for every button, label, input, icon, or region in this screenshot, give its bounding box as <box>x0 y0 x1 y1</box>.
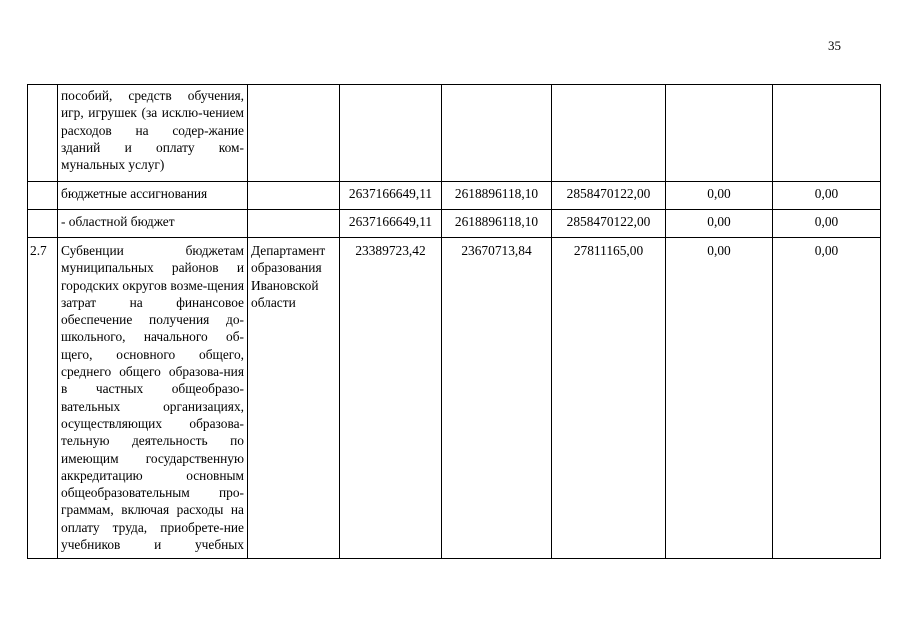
value-cell <box>442 85 552 182</box>
budget-table <box>27 84 881 559</box>
value-cell: 0,00 <box>666 210 773 238</box>
table-row <box>28 238 881 559</box>
value-cell: 2637166649,11 <box>340 210 442 238</box>
value-cell: 23389723,42 <box>340 238 442 559</box>
row-executor: Департамент образования Ивановской области <box>248 238 340 559</box>
value-cell: 0,00 <box>773 182 881 210</box>
row-description: Субвенции бюджетам муниципальных районов и городских округов возме-щения затрат на финансовое обеспечение получения до-школьного, начального об-щего, основного общего, среднего общего образова-ния в частных общеобразо-вательных организациях, осуществляющих образова-тельную деятельность по имеющим государственную аккредитацию основным общеобразовательным про-граммам, включая расходы на оплату труда, приобрете-ние учебников и учебных <box>58 238 248 559</box>
row-index <box>28 182 58 210</box>
row-executor <box>248 182 340 210</box>
value-cell: 0,00 <box>666 238 773 559</box>
page-number: 35 <box>828 38 841 53</box>
value-cell: 2618896118,10 <box>442 210 552 238</box>
value-cell: 0,00 <box>666 182 773 210</box>
row-index <box>28 210 58 238</box>
value-cell: 2858470122,00 <box>552 210 666 238</box>
value-cell: 0,00 <box>773 210 881 238</box>
row-description: - областной бюджет <box>58 210 248 238</box>
value-cell: 0,00 <box>773 238 881 559</box>
row-index: 2.7 <box>28 238 58 559</box>
value-cell: 2858470122,00 <box>552 182 666 210</box>
value-cell: 23670713,84 <box>442 238 552 559</box>
value-cell: 2637166649,11 <box>340 182 442 210</box>
row-index <box>28 85 58 182</box>
value-cell <box>552 85 666 182</box>
table-row <box>28 85 881 182</box>
value-cell <box>340 85 442 182</box>
row-executor <box>248 210 340 238</box>
row-description: пособий, средств обучения, игр, игрушек (за исклю-чением расходов на содер-жание зданий и оплату ком-мунальных услуг) <box>58 85 248 182</box>
row-executor <box>248 85 340 182</box>
value-cell <box>773 85 881 182</box>
value-cell <box>666 85 773 182</box>
row-description: бюджетные ассигнования <box>58 182 248 210</box>
table-row <box>28 210 881 238</box>
value-cell: 27811165,00 <box>552 238 666 559</box>
table-row <box>28 182 881 210</box>
value-cell: 2618896118,10 <box>442 182 552 210</box>
